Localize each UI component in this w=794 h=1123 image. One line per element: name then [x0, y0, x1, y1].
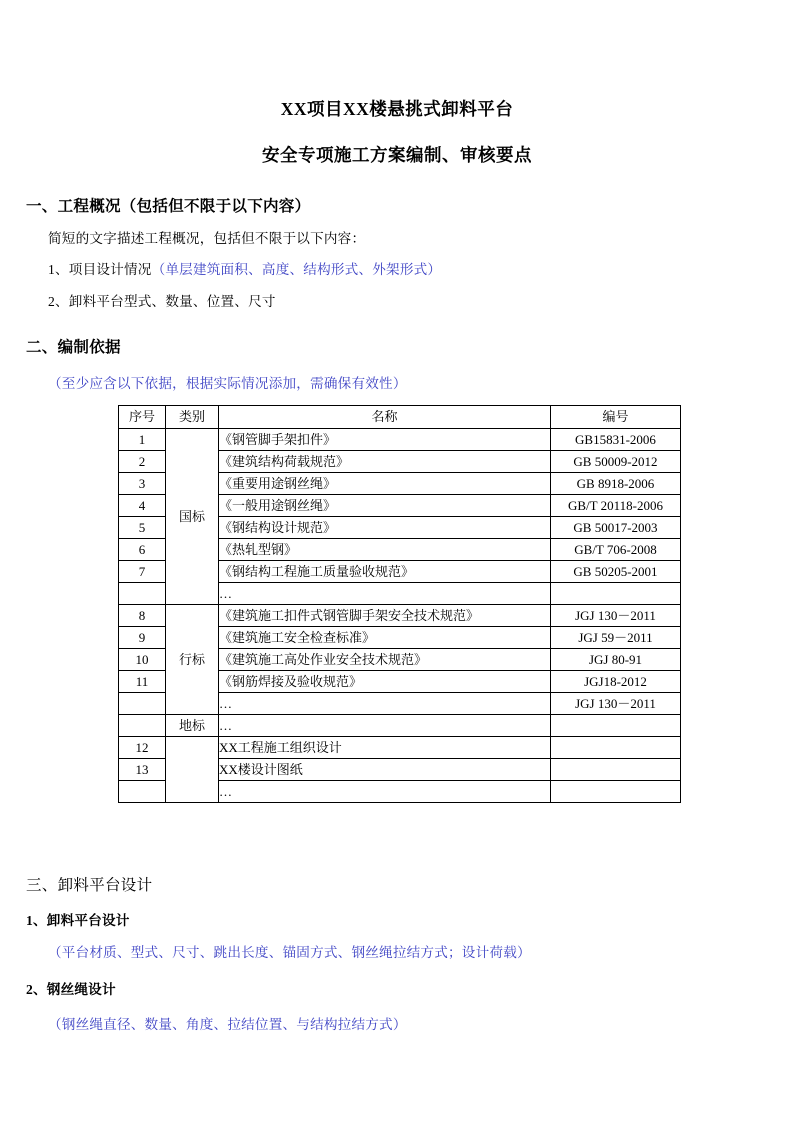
section-1-intro: 简短的文字描述工程概况，包括但不限于以下内容： [48, 231, 366, 246]
table-bottom-spacer [0, 803, 794, 843]
document-title-line-1: XX项目XX楼悬挑式卸料平台 [280, 99, 514, 119]
cell-no [119, 693, 166, 715]
table-header-row [119, 406, 681, 429]
basis-table-head [119, 406, 681, 429]
cell-category: 行标 [166, 605, 219, 715]
cell-no: 10 [119, 649, 166, 671]
cell-code: JGJ 80-91 [551, 649, 681, 671]
cell-name: 《钢结构工程施工质量验收规范》 [219, 561, 551, 583]
cell-name-ellipsis: … [219, 693, 551, 715]
document-title-line-2: 安全专项施工方案编制、审核要点 [262, 145, 532, 165]
section-3-heading: 三、卸料平台设计 [26, 877, 153, 895]
cell-code: GB 50205-2001 [551, 561, 681, 583]
cell-no [119, 715, 166, 737]
section-1-heading: 一、工程概况（包括但不限于以下内容） [26, 198, 311, 215]
basis-table-body [119, 429, 681, 803]
cell-no: 2 [119, 451, 166, 473]
section-2-heading: 二、编制依据 [26, 339, 121, 357]
cell-code: GB15831-2006 [551, 429, 681, 451]
cell-name: 《建筑结构荷载规范》 [219, 451, 551, 473]
cell-code [551, 715, 681, 737]
cell-name: 《钢管脚手架扣件》 [219, 429, 551, 451]
cell-no: 6 [119, 539, 166, 561]
column-header-no: 序号 [119, 406, 166, 429]
cell-category: 地标 [166, 715, 219, 737]
cell-no: 9 [119, 627, 166, 649]
cell-code: JGJ18-2012 [551, 671, 681, 693]
cell-name: 《建筑施工高处作业安全技术规范》 [219, 649, 551, 671]
cell-no: 3 [119, 473, 166, 495]
cell-name-ellipsis: … [219, 781, 551, 803]
cell-code: GB/T 20118-2006 [551, 495, 681, 517]
cell-category: 国标 [166, 429, 219, 605]
cell-category [166, 737, 219, 803]
basis-table-wrapper [118, 405, 680, 803]
cell-no: 13 [119, 759, 166, 781]
cell-code: JGJ 59－2011 [551, 627, 681, 649]
section-3-sub-1-heading: 1、卸料平台设计 [26, 913, 130, 929]
cell-no [119, 781, 166, 803]
cell-code: GB/T 706-2008 [551, 539, 681, 561]
cell-code: JGJ 130－2011 [551, 693, 681, 715]
section-1-item-1-prefix: 1、项目设计情况 [48, 262, 152, 278]
cell-code: GB 50017-2003 [551, 517, 681, 539]
cell-code [551, 583, 681, 605]
cell-code: GB 8918-2006 [551, 473, 681, 495]
cell-name: 《重要用途钢丝绳》 [219, 473, 551, 495]
cell-name: XX楼设计图纸 [219, 759, 551, 781]
table-row [119, 605, 681, 627]
section-3-sub-1-note: （平台材质、型式、尺寸、跳出长度、锚固方式、钢丝绳拉结方式；设计荷载） [48, 945, 531, 961]
section-3-sub-2-heading: 2、钢丝绳设计 [26, 982, 116, 998]
table-row [119, 737, 681, 759]
cell-code [551, 737, 681, 759]
cell-name: 《一般用途钢丝绳》 [219, 495, 551, 517]
cell-code [551, 781, 681, 803]
cell-no: 4 [119, 495, 166, 517]
cell-code [551, 759, 681, 781]
section-1-item-1-note: （单层建筑面积、高度、结构形式、外架形式） [151, 262, 442, 278]
cell-code: GB 50009-2012 [551, 451, 681, 473]
cell-code: JGJ 130－2011 [551, 605, 681, 627]
cell-name-ellipsis: … [219, 583, 551, 605]
cell-name: 《钢筋焊接及验收规范》 [219, 671, 551, 693]
column-header-cat: 类别 [166, 406, 219, 429]
cell-name: XX工程施工组织设计 [219, 737, 551, 759]
cell-no: 8 [119, 605, 166, 627]
cell-no: 11 [119, 671, 166, 693]
cell-name-ellipsis: … [219, 715, 551, 737]
cell-no [119, 583, 166, 605]
cell-name: 《钢结构设计规范》 [219, 517, 551, 539]
cell-name: 《建筑施工扣件式钢管脚手架安全技术规范》 [219, 605, 551, 627]
column-header-code: 编号 [551, 406, 681, 429]
cell-no: 12 [119, 737, 166, 759]
section-3-sub-2-note: （钢丝绳直径、数量、角度、拉结位置、与结构拉结方式） [48, 1017, 407, 1033]
section-2-note: （至少应含以下依据，根据实际情况添加，需确保有效性） [48, 376, 407, 392]
cell-name: 《热轧型钢》 [219, 539, 551, 561]
table-row [119, 715, 681, 737]
cell-no: 7 [119, 561, 166, 583]
column-header-name: 名称 [219, 406, 551, 429]
cell-name: 《建筑施工安全检查标准》 [219, 627, 551, 649]
table-row [119, 429, 681, 451]
cell-no: 1 [119, 429, 166, 451]
section-1-item-1 [48, 261, 794, 279]
cell-no: 5 [119, 517, 166, 539]
basis-table [118, 405, 681, 803]
section-1-item-2: 2、卸料平台型式、数量、位置、尺寸 [48, 293, 276, 309]
